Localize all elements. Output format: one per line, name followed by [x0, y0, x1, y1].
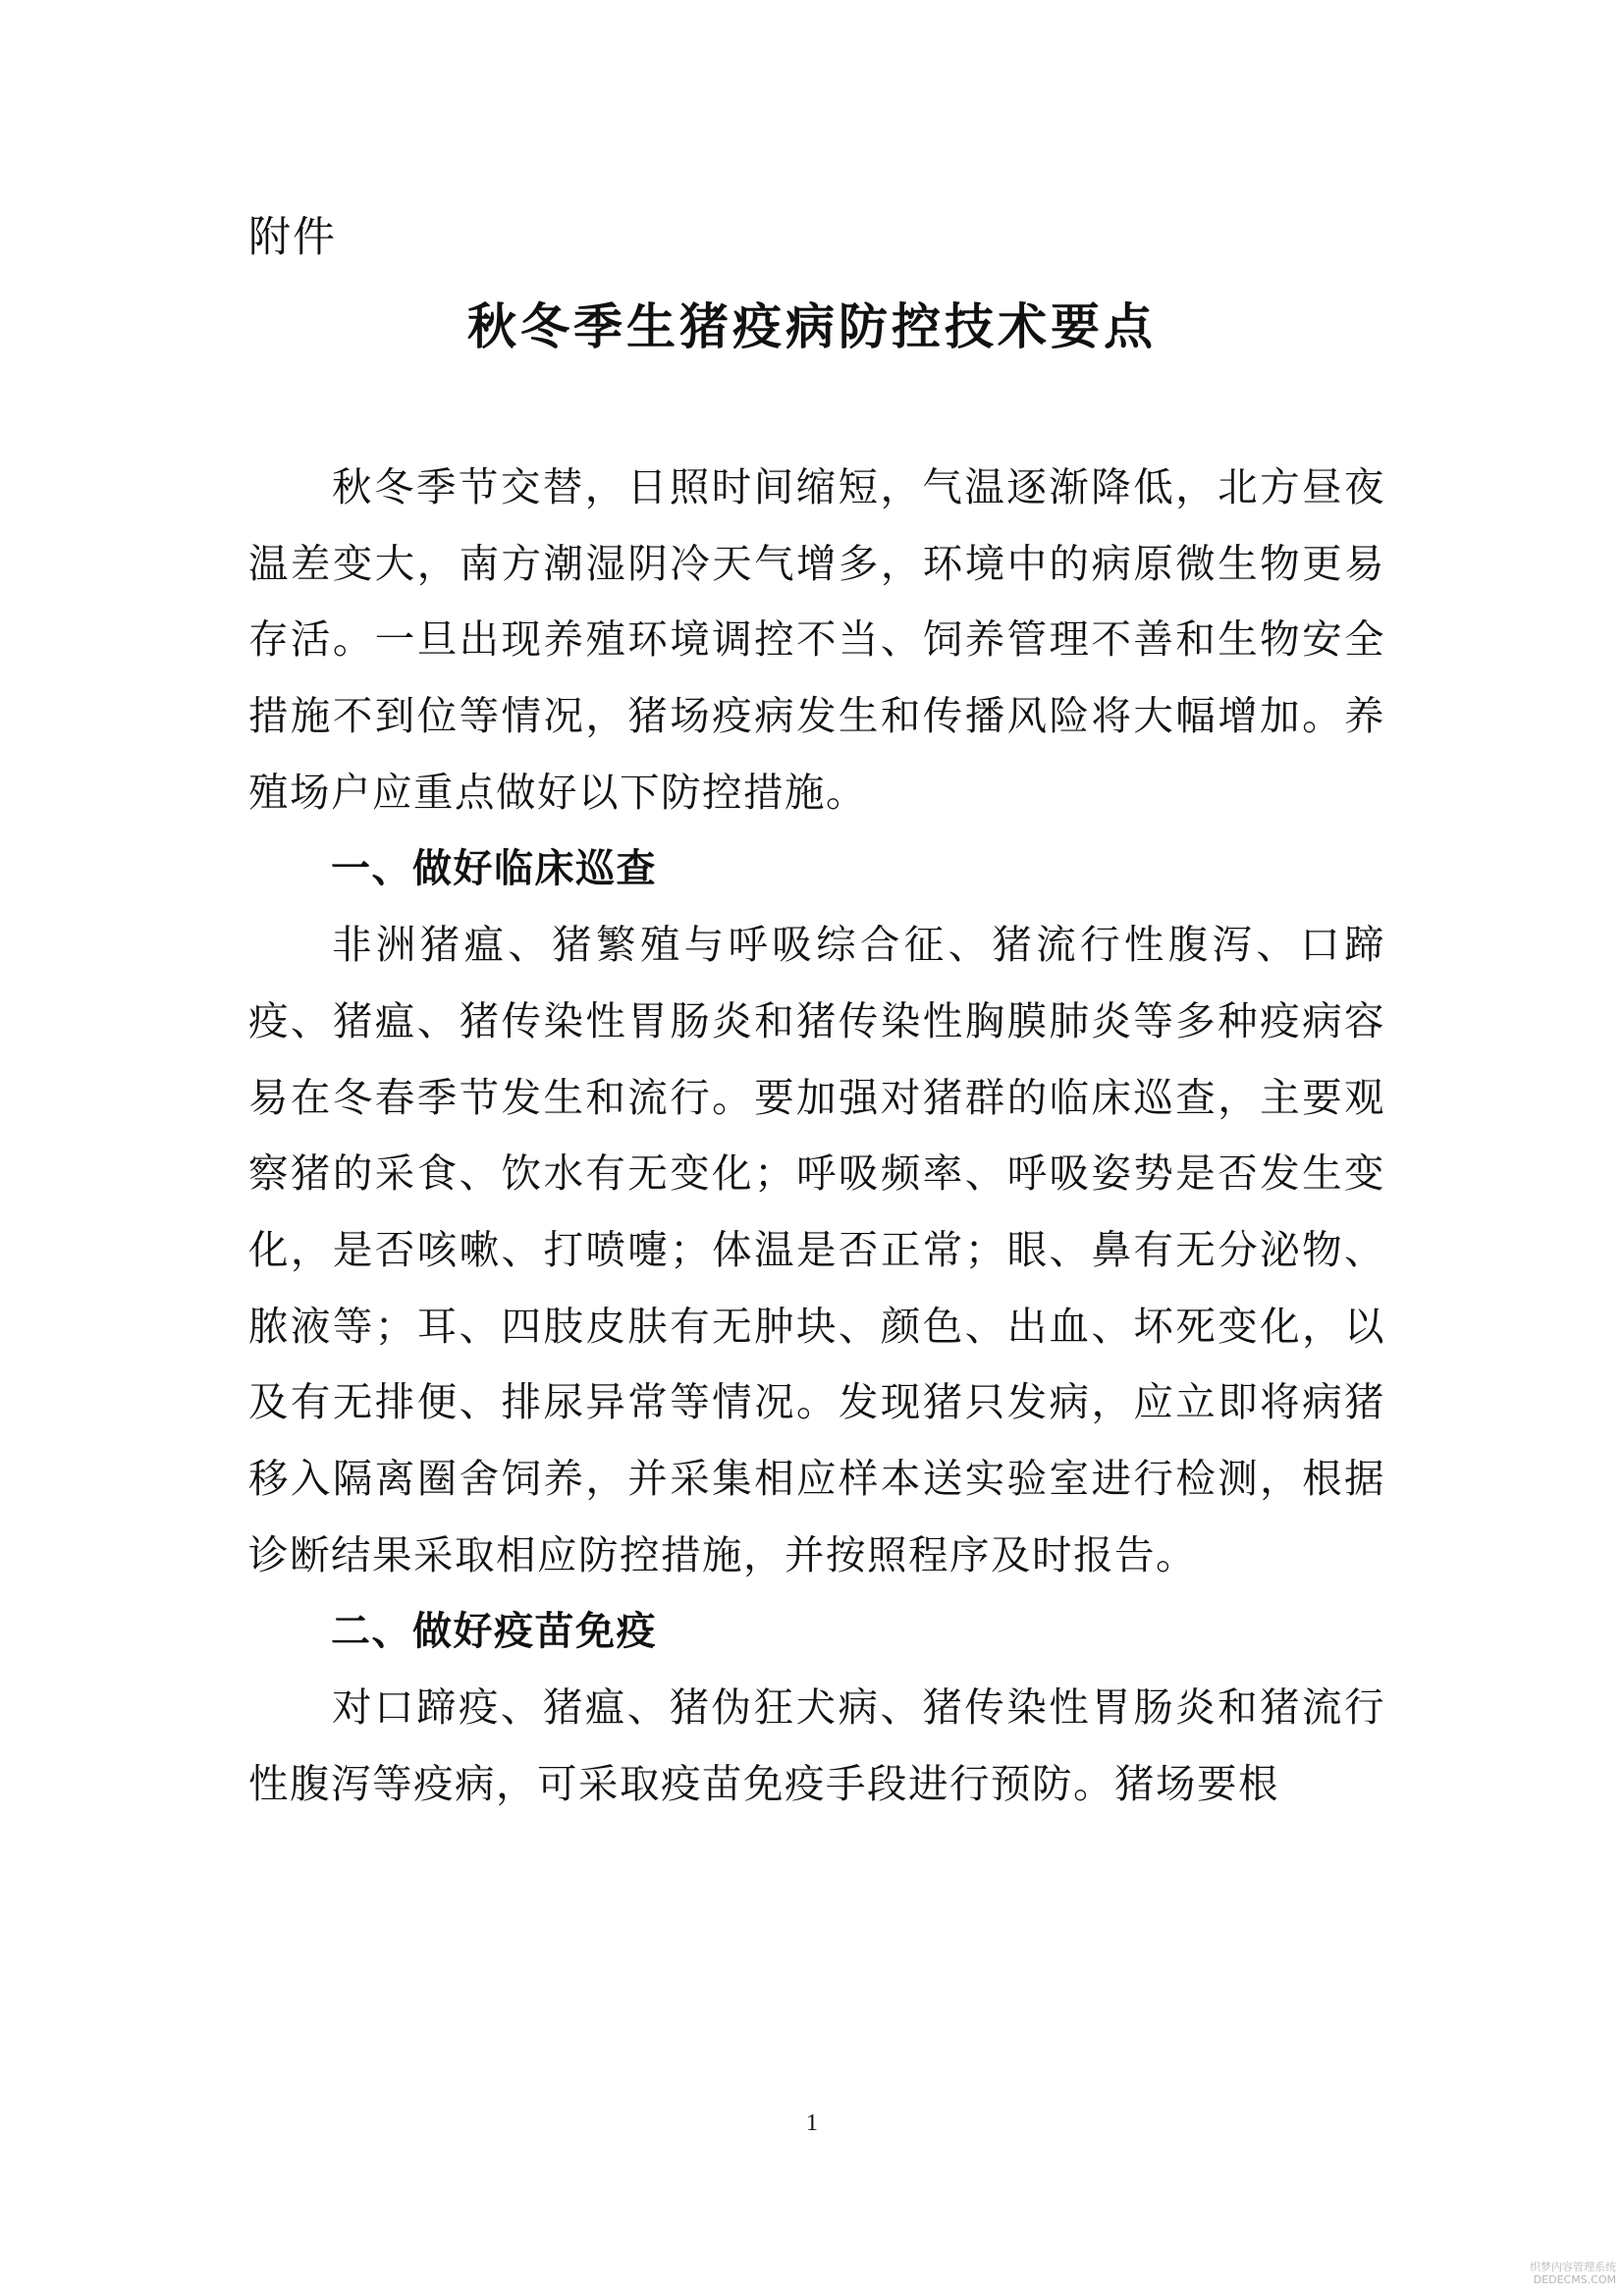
page-number: 1	[806, 2110, 818, 2136]
intro-paragraph: 秋冬季节交替，日照时间缩短，气温逐渐降低，北方昼夜温差变大，南方潮湿阴冷天气增多，环境中的病原微生物更易存活。一旦出现养殖环境调控不当、饲养管理不善和生物安全措施不到位等情况，猪场疫病发生和传播风险将大幅增加。养殖场户应重点做好以下防控措施。	[248, 463, 1385, 816]
section-paragraph-2: 对口蹄疫、猪瘟、猪伪狂犬病、猪传染性胃肠炎和猪流行性腹泻等疫病，可采取疫苗免疫手段进行预防。猪场要根	[248, 1683, 1385, 1807]
section-paragraph-1: 非洲猪瘟、猪繁殖与呼吸综合征、猪流行性腹泻、口蹄疫、猪瘟、猪传染性胃肠炎和猪传染性胸膜肺炎等多种疫病容易在冬春季节发生和流行。要加强对猪群的临床巡查，主要观察猪的采食、饮水有无变化；呼吸频率、呼吸姿势是否发生变化，是否咳嗽、打喷嚏；体温是否正常；眼、鼻有无分泌物、脓液等；耳、四肢皮肤有无肿块、颜色、出血、坏死变化，以及有无排便、排尿异常等情况。发现猪只发病，应立即将病猪移入隔离圈舍饲养，并采集相应样本送实验室进行检测，根据诊断结果采取相应防控措施，并按照程序及时报告。	[248, 921, 1385, 1578]
attachment-label: 附件	[248, 213, 337, 262]
watermark	[1530, 2261, 1616, 2286]
watermark-line-2: DEDECMS.COM	[1533, 2273, 1616, 2286]
section-heading-2: 二、做好疫苗免疫	[331, 1608, 657, 1654]
watermark-line-1: 织梦内容管理系统	[1530, 2261, 1616, 2273]
section-heading-1: 一、做好临床巡查	[331, 845, 657, 891]
document-body	[248, 450, 1385, 1823]
document-title: 秋冬季生猪疫病防控技术要点	[467, 298, 1157, 355]
